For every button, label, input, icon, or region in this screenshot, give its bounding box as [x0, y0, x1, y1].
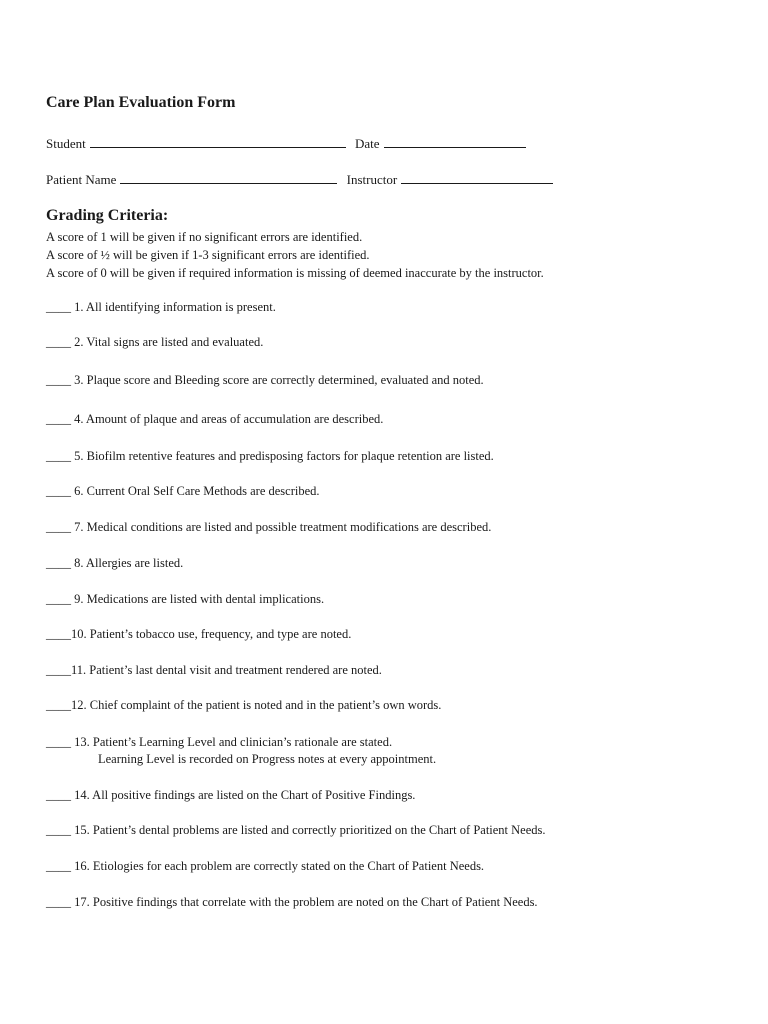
patient-name-field[interactable]: [120, 171, 337, 184]
instructor-field[interactable]: [401, 171, 553, 184]
student-date-row: [46, 135, 526, 152]
student-field[interactable]: [90, 135, 346, 148]
criterion-text: 16. Etiologies for each problem are correctly stated on the Chart of Patient Needs.: [71, 859, 485, 873]
criterion-item: [46, 591, 324, 608]
criterion-item: [46, 626, 351, 643]
criterion-item: [46, 299, 276, 316]
grading-heading: Grading Criteria:: [46, 207, 169, 224]
score-blank[interactable]: ____: [46, 484, 71, 498]
criterion-text: 7. Medical conditions are listed and possible treatment modifications are described.: [71, 520, 492, 534]
score-blank[interactable]: ____: [46, 335, 71, 349]
criterion-item: [46, 662, 382, 679]
criterion-text: 10. Patient’s tobacco use, frequency, and type are noted.: [71, 627, 352, 641]
score-blank[interactable]: ____: [46, 788, 71, 802]
score-blank[interactable]: ____: [46, 698, 71, 712]
criterion-text: 17. Positive findings that correlate with the problem are noted on the Chart of Patient Needs.: [71, 895, 538, 909]
criterion-text: 14. All positive findings are listed on the Chart of Positive Findings.: [71, 788, 416, 802]
criterion-text: 6. Current Oral Self Care Methods are described.: [71, 484, 320, 498]
score-blank[interactable]: ____: [46, 556, 71, 570]
criterion-item: [46, 822, 546, 839]
criterion-text: 15. Patient’s dental problems are listed and correctly prioritized on the Chart of Patient Needs.: [71, 823, 546, 837]
score-blank[interactable]: ____: [46, 823, 71, 837]
criterion-item: [46, 411, 383, 428]
criterion-text: 12. Chief complaint of the patient is noted and in the patient’s own words.: [71, 698, 442, 712]
criterion-item: [46, 858, 484, 875]
criterion-text: 1. All identifying information is present.: [71, 300, 276, 314]
score-blank[interactable]: ____: [46, 895, 71, 909]
grading-criteria: [46, 228, 544, 282]
form-title: Care Plan Evaluation Form: [46, 94, 236, 111]
score-blank[interactable]: ____: [46, 300, 71, 314]
score-blank[interactable]: ____: [46, 449, 71, 463]
score-blank[interactable]: ____: [46, 663, 71, 677]
criterion-item: [46, 519, 491, 536]
score-blank[interactable]: ____: [46, 592, 71, 606]
criterion-text: 8. Allergies are listed.: [71, 556, 184, 570]
score-blank[interactable]: ____: [46, 373, 71, 387]
instructor-label: Instructor: [346, 172, 398, 187]
score-blank[interactable]: ____: [46, 735, 71, 749]
criterion-text: 2. Vital signs are listed and evaluated.: [71, 335, 264, 349]
criterion-text: 4. Amount of plaque and areas of accumulation are described.: [71, 412, 384, 426]
criterion-text: 13. Patient’s Learning Level and clinician’s rationale are stated.: [71, 735, 393, 749]
date-label: Date: [354, 136, 380, 151]
criteria-line: A score of ½ will be given if 1-3 significant errors are identified.: [46, 248, 370, 262]
criterion-item: [46, 894, 538, 911]
criterion-text: 5. Biofilm retentive features and predisposing factors for plaque retention are listed.: [71, 449, 494, 463]
criterion-item: [46, 372, 484, 389]
score-blank[interactable]: ____: [46, 520, 71, 534]
patient-instructor-row: [46, 171, 553, 188]
criterion-item: [46, 787, 415, 804]
score-blank[interactable]: ____: [46, 859, 71, 873]
criterion-item: [46, 734, 436, 768]
score-blank[interactable]: ____: [46, 627, 71, 641]
criterion-item: [46, 334, 263, 351]
criterion-item: [46, 697, 441, 714]
score-blank[interactable]: ____: [46, 412, 71, 426]
criteria-line: A score of 0 will be given if required information is missing of deemed inaccurate by the instructor.: [46, 266, 544, 280]
criterion-item: [46, 483, 320, 500]
criterion-text: 3. Plaque score and Bleeding score are correctly determined, evaluated and noted.: [71, 373, 484, 387]
criterion-subtext: Learning Level is recorded on Progress notes at every appointment.: [98, 752, 437, 766]
criterion-text: 9. Medications are listed with dental implications.: [71, 592, 325, 606]
student-label: Student: [46, 136, 86, 151]
criterion-text: 11. Patient’s last dental visit and treatment rendered are noted.: [71, 663, 382, 677]
criterion-item: [46, 555, 183, 572]
date-field[interactable]: [384, 135, 526, 148]
criteria-line: A score of 1 will be given if no significant errors are identified.: [46, 230, 363, 244]
criterion-item: [46, 448, 494, 465]
patient-name-label: Patient Name: [46, 172, 117, 187]
